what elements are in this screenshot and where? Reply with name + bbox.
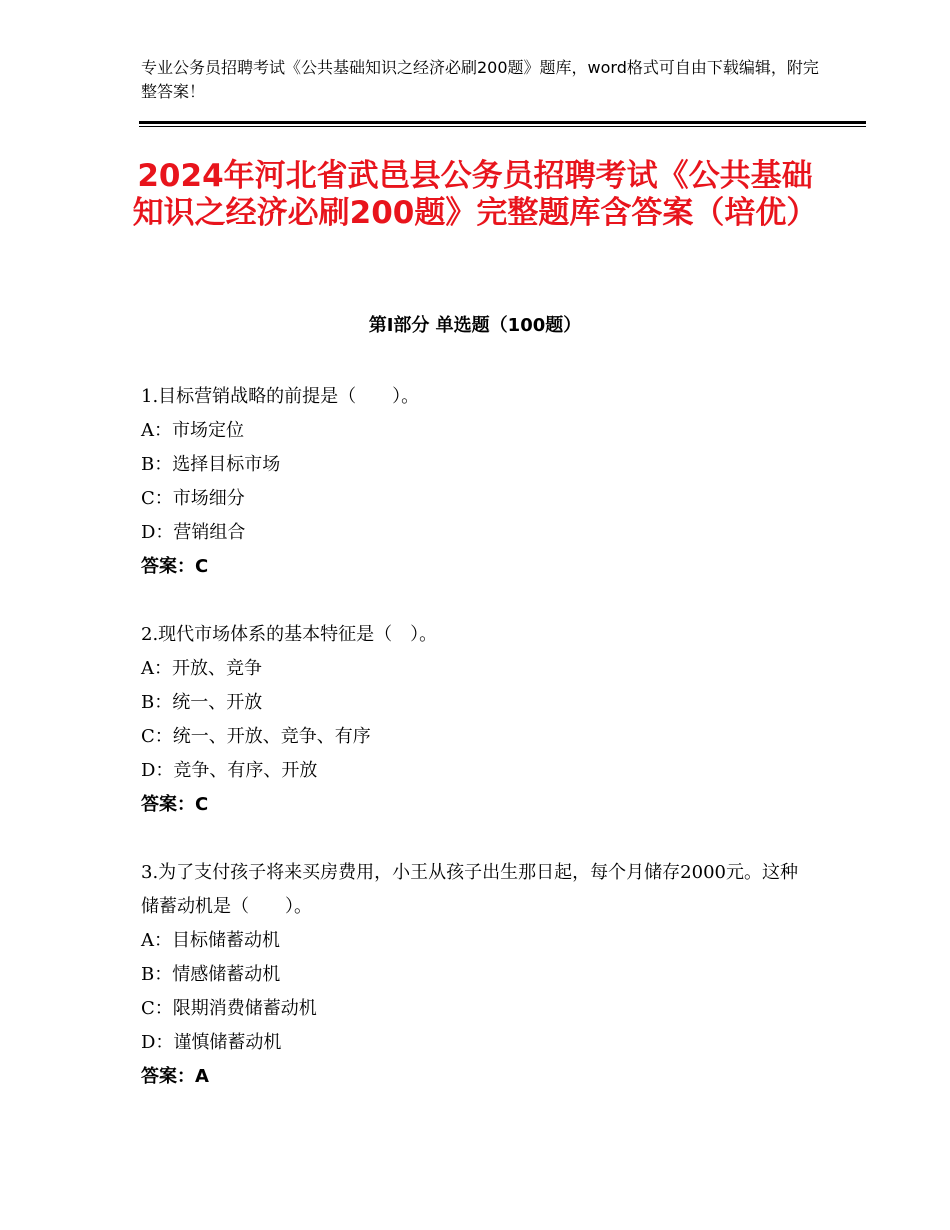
question-stem: 1.目标营销战略的前提是（ ）。 [141,386,420,407]
option-b: B：情感储蓄动机 [141,964,281,985]
header-rule-thin [139,126,866,127]
question-item [141,856,811,1094]
option-a: A：开放、竞争 [141,658,262,679]
option-c: C：市场细分 [141,488,245,509]
option-d: D：谨慎储蓄动机 [141,1032,282,1053]
header-note: 专业公务员招聘考试《公共基础知识之经济必刷200题》题库，word格式可自由下载编辑，附完整答案！ [141,58,819,101]
option-c: C：限期消费储蓄动机 [141,998,317,1019]
option-c: C：统一、开放、竞争、有序 [141,726,371,747]
question-list [141,380,811,1128]
option-b: B：统一、开放 [141,692,263,713]
question-item [141,618,811,822]
question-stem: 3.为了支付孩子将来买房费用，小王从孩子出生那日起，每个月储存2000元。这种储蓄动机是（ ）。 [141,862,798,917]
option-d: D：营销组合 [141,522,246,543]
answer-line: 答案：C [141,794,209,815]
option-b: B：选择目标市场 [141,454,281,475]
document-title: 2024年河北省武邑县公务员招聘考试《公共基础知识之经济必刷200题》完整题库含答案（培优） [132,158,818,231]
option-a: A：市场定位 [141,420,244,441]
option-a: A：目标储蓄动机 [141,930,280,951]
section-title: 第Ⅰ部分 单选题（100题） [368,315,582,336]
question-stem: 2.现代市场体系的基本特征是（ ）。 [141,624,438,645]
answer-line: 答案：A [141,1066,209,1087]
header-rule-thick [139,121,866,124]
option-d: D：竞争、有序、开放 [141,760,318,781]
question-item [141,380,811,584]
answer-line: 答案：C [141,556,209,577]
